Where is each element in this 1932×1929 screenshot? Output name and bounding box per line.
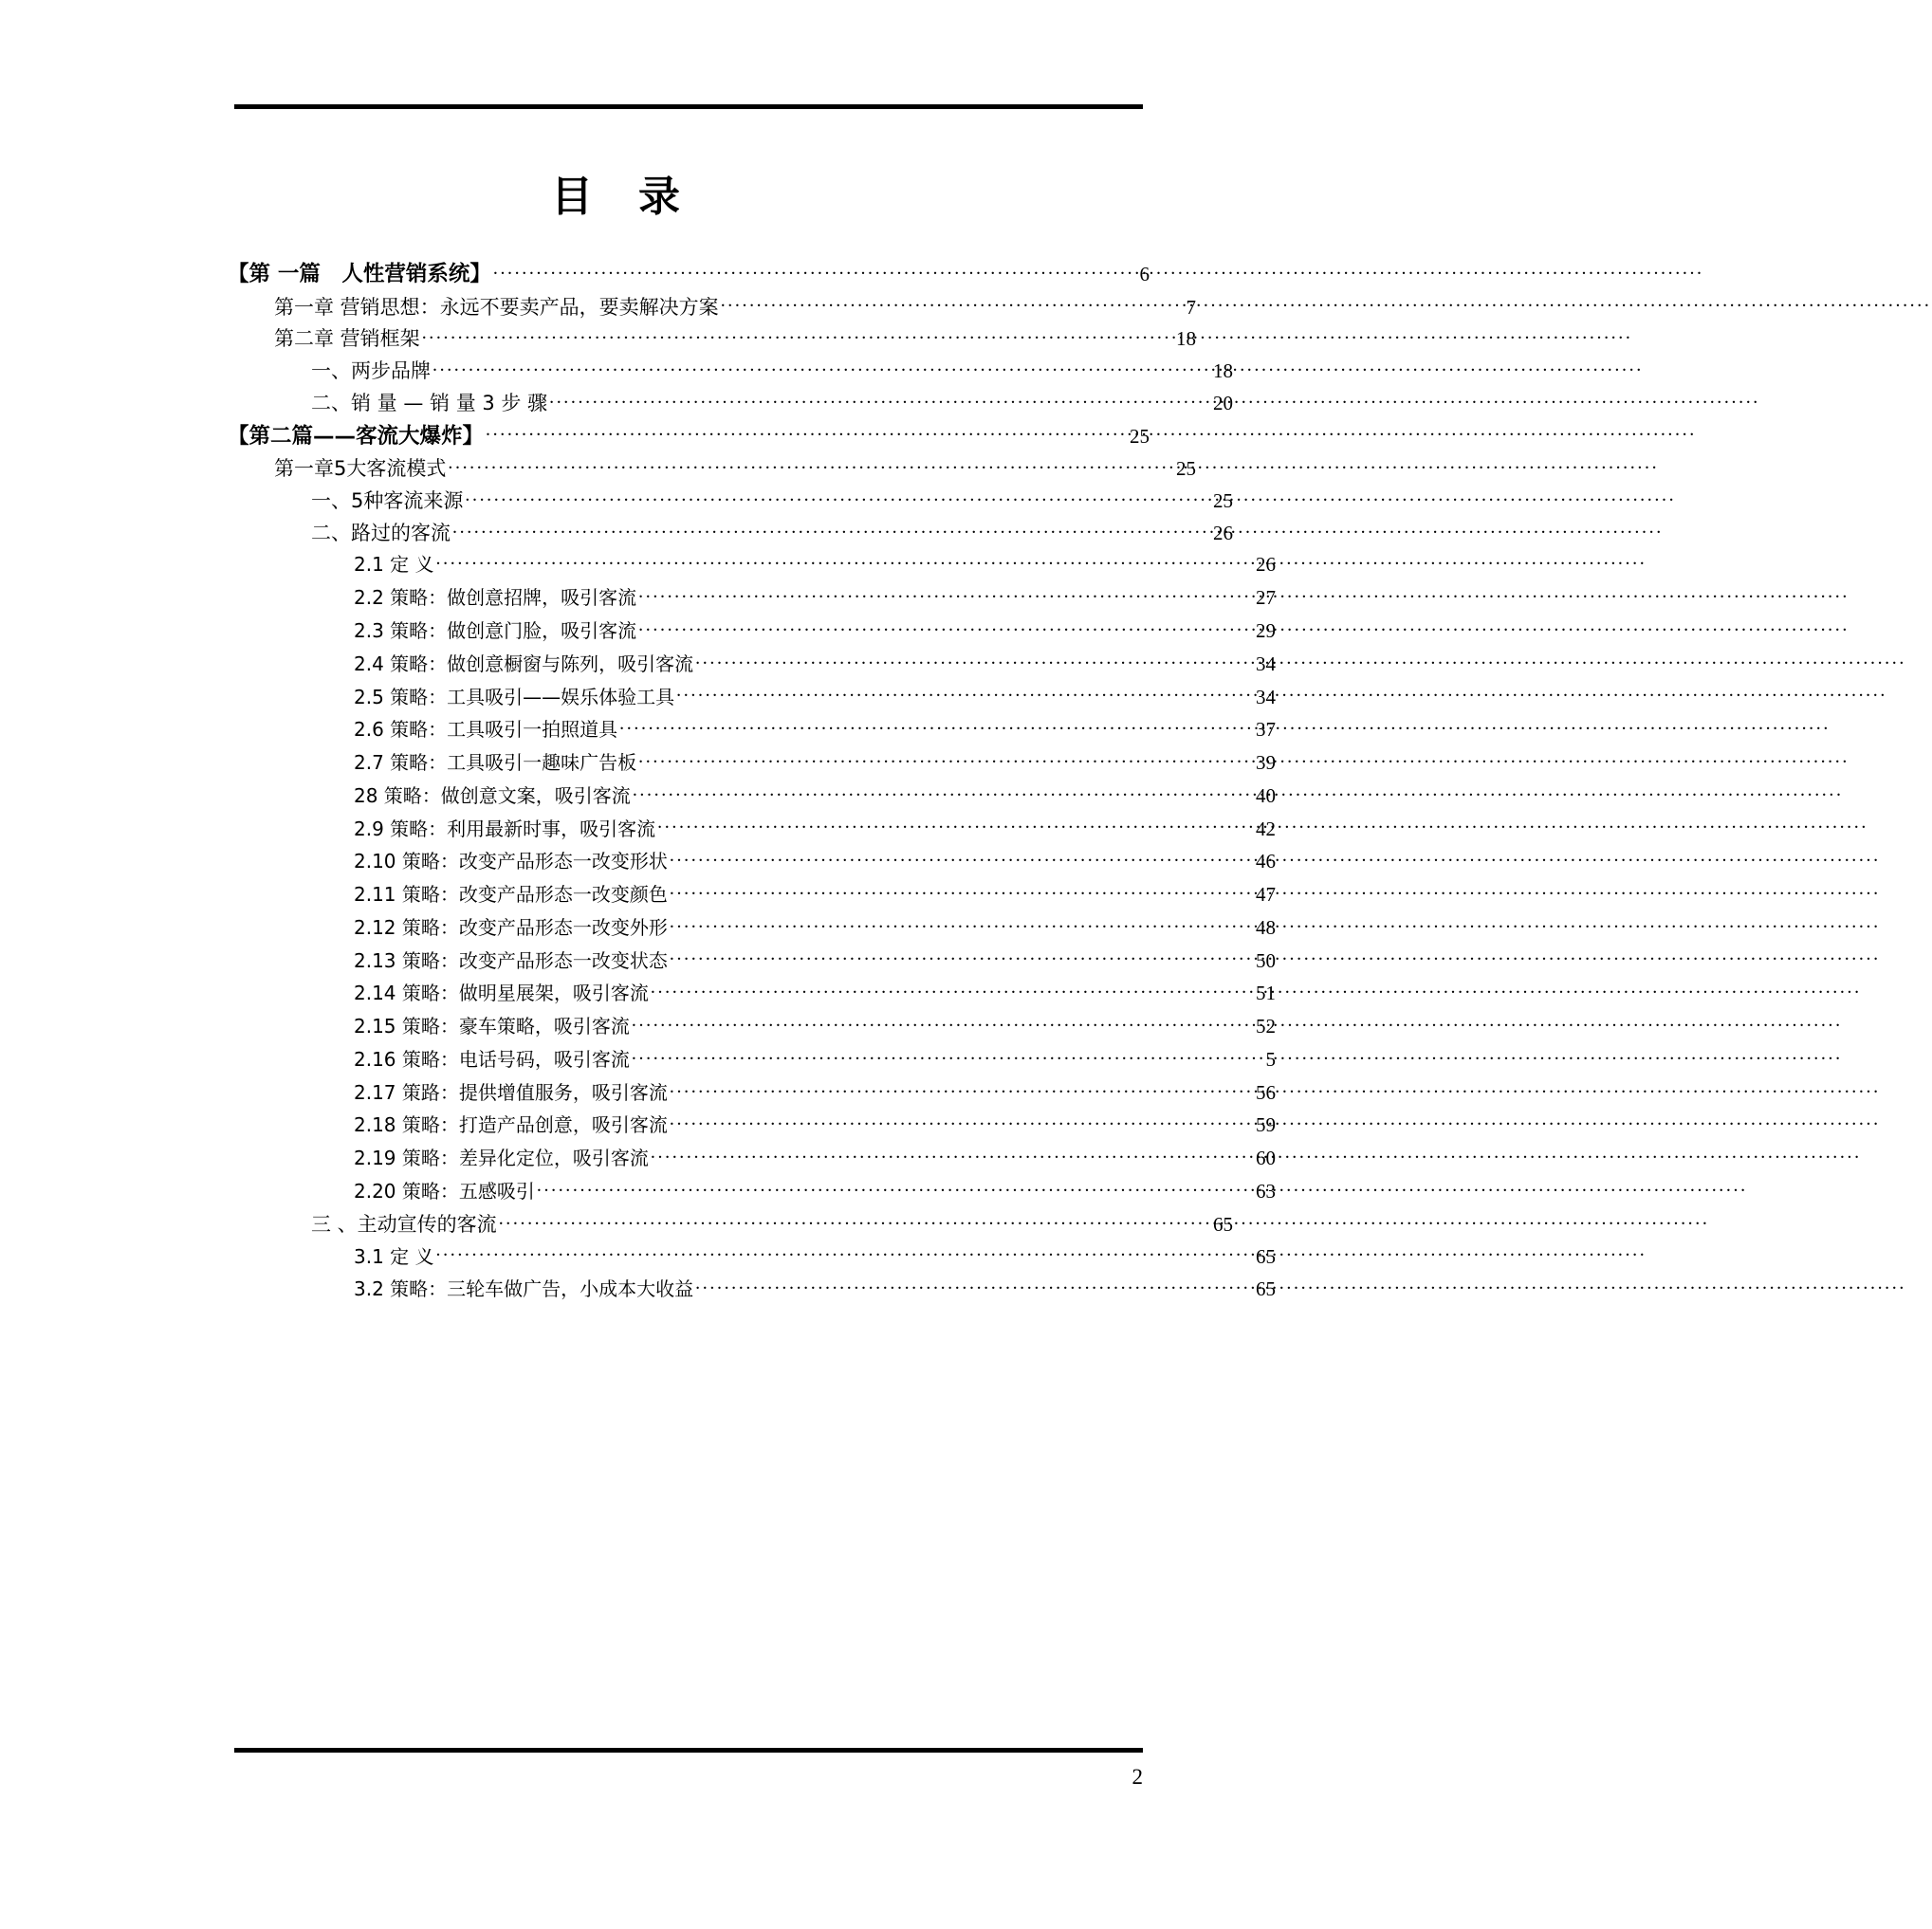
toc-entry-label: 2.9 策略：利用最新时事，吸引客流	[354, 817, 656, 840]
toc-entry-label: 二、销 量 — 销 量 3 步 骤	[311, 391, 548, 414]
toc-entry[interactable]	[311, 1213, 1233, 1237]
toc-entry-page-number: 50	[1256, 948, 1276, 972]
toc-entry-page-number: 26	[1256, 553, 1276, 577]
toc-entry-label: 一、两步品牌	[311, 359, 431, 383]
toc-entry-label: 第一章5大客流模式	[274, 457, 447, 481]
footer-rule	[234, 1748, 1143, 1753]
toc-entry[interactable]	[354, 751, 1276, 775]
toc-entry[interactable]	[354, 1113, 1276, 1137]
toc-dot-leader	[638, 589, 1234, 604]
toc-dot-leader	[436, 556, 1234, 571]
toc-entry[interactable]	[354, 784, 1276, 808]
toc-entry-label: 2.4 策略：做创意橱窗与陈列，吸引客流	[354, 652, 694, 675]
toc-dot-leader	[448, 460, 1154, 475]
toc-entry-page-number: 51	[1256, 982, 1276, 1005]
toc-entry-page-number: 27	[1256, 586, 1276, 610]
toc-entry[interactable]	[354, 818, 1276, 841]
toc-entry-page-number: 6	[1139, 263, 1150, 285]
toc-entry[interactable]	[274, 296, 1196, 320]
toc-entry[interactable]	[354, 1048, 1276, 1072]
toc-entry[interactable]	[274, 327, 1196, 351]
toc-entry[interactable]	[228, 424, 1150, 450]
toc-entry-page-number: 18	[1213, 359, 1233, 383]
toc-dot-leader	[549, 395, 1191, 410]
toc-entry-page-number: 65	[1213, 1212, 1233, 1236]
toc-entry-label: 第二章 营销框架	[274, 327, 420, 351]
toc-entry-page-number: 37	[1256, 718, 1276, 742]
toc-entry[interactable]	[354, 1015, 1276, 1038]
toc-entry-label: 3.2 策略：三轮车做广告，小成本大收益	[354, 1277, 694, 1301]
toc-entry[interactable]	[311, 489, 1233, 513]
toc-dot-leader	[632, 1018, 1234, 1033]
toc-entry-label: 【第 一篇 人性营销系统】	[228, 262, 491, 286]
toc-dot-leader	[651, 984, 1234, 1000]
toc-entry-label: 2.13 策略：改变产品形态一改变状态	[354, 948, 668, 972]
toc-entry-label: 2.10 策略：改变产品形态一改变形状	[354, 850, 668, 873]
toc-dot-leader	[670, 952, 1234, 967]
toc-entry[interactable]	[354, 652, 1276, 676]
toc-entry-label: 第一章 营销思想：永远不要卖产品，要卖解决方案	[274, 295, 719, 319]
toc-entry-label: 2.11 策略：改变产品形态一改变颜色	[354, 883, 668, 907]
toc-entry-page-number: 65	[1256, 1277, 1276, 1301]
toc-entry-page-number: 46	[1256, 850, 1276, 873]
toc-entry[interactable]	[354, 686, 1276, 709]
toc-dot-leader	[670, 1116, 1234, 1131]
toc-entry-label: 28 策略：做创意文案，吸引客流	[354, 783, 631, 807]
toc-entry-page-number: 63	[1256, 1180, 1276, 1203]
toc-entry-page-number: 29	[1256, 618, 1276, 642]
toc-entry-page-number: 5	[1265, 1047, 1276, 1071]
toc-entry[interactable]	[354, 718, 1276, 742]
toc-dot-leader	[695, 655, 1234, 671]
folio-page-number: 2	[1132, 1765, 1143, 1789]
toc-entry-label: 2.7 策略：工具吸引一趣味广告板	[354, 751, 637, 775]
toc-dot-leader	[422, 330, 1154, 345]
toc-entry-label: 2.20 策略：五感吸引	[354, 1180, 535, 1203]
toc-dot-leader	[632, 1051, 1247, 1066]
toc-entry-page-number: 42	[1256, 817, 1276, 840]
toc-dot-leader	[537, 1183, 1234, 1198]
toc-entry[interactable]	[311, 359, 1233, 383]
toc-entry[interactable]	[354, 1081, 1276, 1105]
header-rule	[234, 104, 1143, 109]
toc-entry[interactable]	[354, 553, 1276, 577]
toc-entry-label: 2.14 策略：做明星展架，吸引客流	[354, 982, 649, 1005]
toc-dot-leader	[436, 1248, 1234, 1263]
toc-dot-leader	[670, 919, 1234, 934]
toc-entry-page-number: 25	[1213, 488, 1233, 512]
toc-entry-page-number: 56	[1256, 1080, 1276, 1104]
toc-entry[interactable]	[354, 982, 1276, 1005]
toc-entry[interactable]	[354, 1147, 1276, 1170]
toc-entry-label: 2.2 策略：做创意招牌，吸引客流	[354, 586, 637, 610]
toc-dot-leader	[695, 1280, 1234, 1295]
page-title: 目 录	[551, 173, 682, 221]
toc-entry[interactable]	[354, 1180, 1276, 1203]
toc-dot-leader	[465, 492, 1191, 507]
toc-entry-label: 一、5种客流来源	[311, 488, 464, 512]
toc-entry-page-number: 34	[1256, 685, 1276, 708]
toc-dot-leader	[493, 266, 1121, 281]
toc-entry-label: 2.18 策略：打造产品创意，吸引客流	[354, 1113, 668, 1137]
toc-entry-label: 三 、主动宣传的客流	[311, 1212, 497, 1236]
toc-entry-page-number: 18	[1176, 327, 1196, 351]
toc-dot-leader	[486, 428, 1108, 443]
toc-entry-page-number: 34	[1256, 652, 1276, 675]
toc-entry[interactable]	[354, 949, 1276, 973]
toc-dot-leader	[651, 1149, 1234, 1165]
toc-entry-page-number: 20	[1213, 391, 1233, 414]
toc-entry[interactable]	[354, 850, 1276, 873]
toc-dot-leader	[619, 721, 1234, 736]
toc-entry[interactable]	[354, 1277, 1276, 1301]
toc-entry-page-number: 52	[1256, 1015, 1276, 1038]
toc-entry-page-number: 65	[1256, 1244, 1276, 1268]
toc-entry[interactable]	[354, 916, 1276, 940]
toc-entry-page-number: 40	[1256, 783, 1276, 807]
toc-entry[interactable]	[354, 619, 1276, 643]
toc-entry[interactable]	[354, 883, 1276, 907]
table-of-contents	[228, 262, 1276, 1311]
toc-entry[interactable]	[354, 586, 1276, 610]
toc-entry-page-number: 48	[1256, 915, 1276, 939]
toc-dot-leader	[638, 622, 1234, 637]
toc-entry-label: 2.5 策略：工具吸引——娱乐体验工具	[354, 685, 675, 708]
toc-dot-leader	[633, 787, 1234, 802]
toc-dot-leader	[670, 886, 1234, 901]
toc-dot-leader	[452, 524, 1191, 540]
toc-entry-label: 2.12 策略：改变产品形态一改变外形	[354, 915, 668, 939]
toc-entry-label: 2.1 定 义	[354, 553, 434, 577]
toc-dot-leader	[721, 299, 1168, 314]
toc-entry-page-number: 47	[1256, 883, 1276, 907]
toc-dot-leader	[676, 689, 1234, 704]
toc-entry-page-number: 39	[1256, 751, 1276, 775]
toc-entry[interactable]	[274, 457, 1196, 481]
toc-dot-leader	[670, 1084, 1234, 1099]
toc-entry[interactable]	[311, 522, 1233, 545]
toc-entry-label: 【第二篇——客流大爆炸】	[228, 423, 485, 449]
toc-dot-leader	[670, 853, 1234, 868]
toc-entry-page-number: 26	[1213, 521, 1233, 544]
toc-entry[interactable]	[354, 1245, 1276, 1269]
toc-entry-page-number: 25	[1130, 424, 1150, 448]
toc-entry-label: 2.17 策路：提供增值服务，吸引客流	[354, 1080, 668, 1104]
toc-entry-page-number: 60	[1256, 1147, 1276, 1170]
toc-entry-label: 2.6 策略：工具吸引一拍照道具	[354, 718, 618, 742]
toc-entry-page-number: 7	[1186, 295, 1196, 319]
toc-dot-leader	[657, 820, 1234, 836]
toc-entry[interactable]	[228, 262, 1150, 287]
toc-entry-label: 2.19 策略：差异化定位，吸引客流	[354, 1147, 649, 1170]
toc-dot-leader	[499, 1216, 1191, 1231]
toc-entry-label: 2.3 策略：做创意门脸，吸引客流	[354, 618, 637, 642]
toc-dot-leader	[432, 362, 1191, 377]
toc-entry-page-number: 25	[1176, 457, 1196, 481]
toc-entry-label: 3.1 定 义	[354, 1244, 434, 1268]
toc-entry-label: 二、路过的客流	[311, 521, 451, 544]
toc-entry-label: 2.15 策略：豪车策略，吸引客流	[354, 1015, 630, 1038]
toc-entry[interactable]	[311, 392, 1233, 415]
toc-dot-leader	[638, 754, 1234, 769]
toc-entry-label: 2.16 策略：电话号码，吸引客流	[354, 1047, 630, 1071]
toc-entry-page-number: 59	[1256, 1113, 1276, 1137]
